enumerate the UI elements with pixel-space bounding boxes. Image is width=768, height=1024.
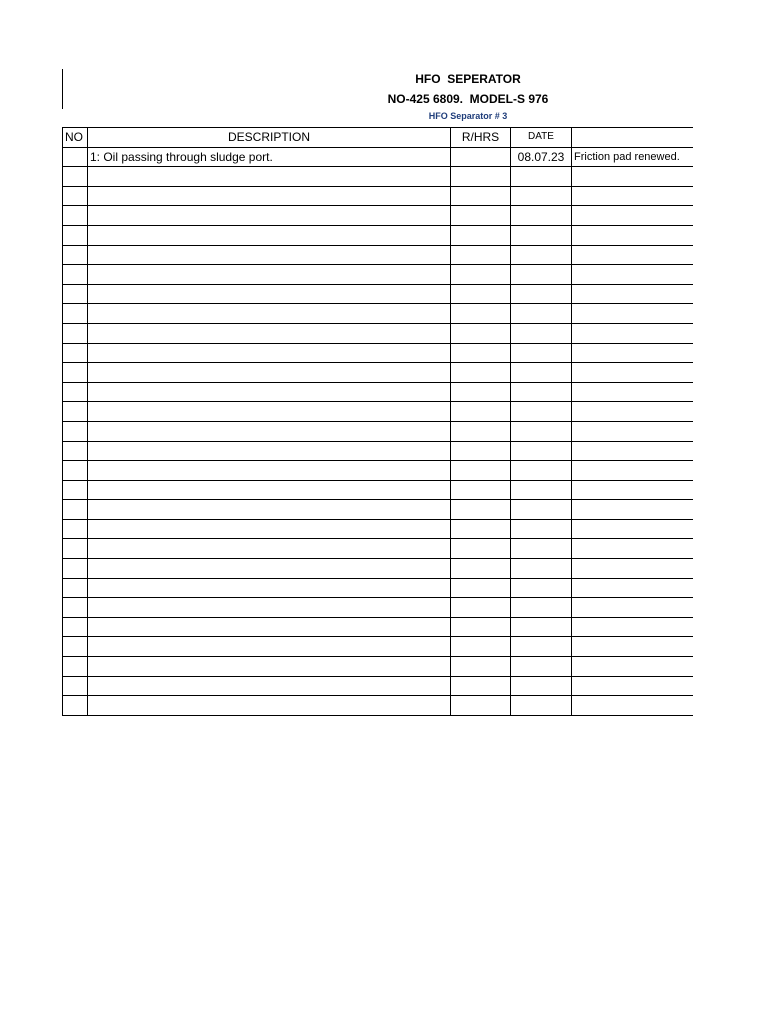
cell-rhrs <box>451 598 511 618</box>
cell-no <box>63 519 88 539</box>
cell-date <box>511 559 572 579</box>
cell-rhrs <box>451 461 511 481</box>
cell-no <box>63 323 88 343</box>
cell-description <box>88 225 451 245</box>
cell-description <box>88 539 451 559</box>
cell-rhrs <box>451 323 511 343</box>
table-row <box>63 539 693 559</box>
cell-no <box>63 480 88 500</box>
table-row <box>63 265 693 285</box>
cell-date <box>511 206 572 226</box>
cell-description <box>88 363 451 383</box>
cell-date: 08.07.23 <box>511 147 572 167</box>
cell-remarks <box>572 539 693 559</box>
cell-remarks <box>572 461 693 481</box>
cell-no <box>63 539 88 559</box>
cell-description <box>88 480 451 500</box>
cell-date <box>511 363 572 383</box>
cell-description <box>88 343 451 363</box>
table-row <box>63 617 693 637</box>
column-header-remarks <box>572 128 693 148</box>
document-title: HFO SEPERATOR <box>415 72 521 86</box>
cell-date <box>511 441 572 461</box>
cell-no <box>63 637 88 657</box>
table-row <box>63 343 693 363</box>
cell-no <box>63 441 88 461</box>
cell-remarks <box>572 598 693 618</box>
table-row <box>63 186 693 206</box>
cell-no <box>63 382 88 402</box>
cell-remarks <box>572 363 693 383</box>
cell-no <box>63 500 88 520</box>
cell-description <box>88 598 451 618</box>
cell-description <box>88 323 451 343</box>
cell-date <box>511 637 572 657</box>
cell-rhrs <box>451 480 511 500</box>
cell-date <box>511 245 572 265</box>
table-body <box>63 147 693 715</box>
table-row <box>63 480 693 500</box>
cell-rhrs <box>451 225 511 245</box>
table-row <box>63 225 693 245</box>
cell-date <box>511 225 572 245</box>
table-row <box>63 147 693 167</box>
table-row <box>63 421 693 441</box>
cell-no <box>63 206 88 226</box>
cell-description <box>88 382 451 402</box>
cell-date <box>511 382 572 402</box>
cell-description <box>88 304 451 324</box>
cell-date <box>511 696 572 716</box>
cell-rhrs <box>451 637 511 657</box>
cell-no <box>63 696 88 716</box>
table-row <box>63 676 693 696</box>
cell-description <box>88 206 451 226</box>
cell-rhrs <box>451 559 511 579</box>
cell-date <box>511 617 572 637</box>
cell-date <box>511 265 572 285</box>
table-row <box>63 461 693 481</box>
cell-description <box>88 637 451 657</box>
cell-remarks <box>572 323 693 343</box>
table-row <box>63 363 693 383</box>
column-header-rhrs: R/HRS <box>451 128 511 148</box>
cell-remarks <box>572 421 693 441</box>
cell-no <box>63 304 88 324</box>
cell-description <box>88 245 451 265</box>
cell-rhrs <box>451 186 511 206</box>
cell-remarks <box>572 265 693 285</box>
cell-rhrs <box>451 441 511 461</box>
cell-remarks <box>572 284 693 304</box>
column-header-description: DESCRIPTION <box>88 128 451 148</box>
cell-description <box>88 617 451 637</box>
cell-no <box>63 421 88 441</box>
cell-remarks <box>572 559 693 579</box>
cell-rhrs <box>451 578 511 598</box>
cell-remarks <box>572 245 693 265</box>
cell-rhrs <box>451 382 511 402</box>
cell-description <box>88 441 451 461</box>
maintenance-log-table <box>62 127 693 716</box>
table-row <box>63 657 693 677</box>
cell-rhrs <box>451 363 511 383</box>
cell-no <box>63 167 88 187</box>
cell-date <box>511 480 572 500</box>
cell-remarks <box>572 441 693 461</box>
cell-rhrs <box>451 696 511 716</box>
cell-no <box>63 363 88 383</box>
cell-description <box>88 265 451 285</box>
cell-remarks <box>572 167 693 187</box>
cell-rhrs <box>451 500 511 520</box>
cell-remarks <box>572 676 693 696</box>
table-row <box>63 206 693 226</box>
cell-rhrs <box>451 206 511 226</box>
cell-date <box>511 578 572 598</box>
cell-description <box>88 519 451 539</box>
table-header-row <box>63 128 693 148</box>
cell-date <box>511 598 572 618</box>
table-row <box>63 382 693 402</box>
cell-no <box>63 265 88 285</box>
table-row <box>63 696 693 716</box>
cell-no <box>63 578 88 598</box>
cell-description <box>88 500 451 520</box>
cell-date <box>511 167 572 187</box>
cell-rhrs <box>451 539 511 559</box>
cell-remarks <box>572 206 693 226</box>
table-row <box>63 578 693 598</box>
cell-no <box>63 598 88 618</box>
cell-date <box>511 461 572 481</box>
cell-remarks <box>572 382 693 402</box>
column-header-date: DATE <box>511 128 572 148</box>
cell-date <box>511 519 572 539</box>
table-row <box>63 637 693 657</box>
cell-remarks <box>572 637 693 657</box>
table-row <box>63 402 693 422</box>
table-row <box>63 441 693 461</box>
cell-date <box>511 421 572 441</box>
cell-remarks <box>572 578 693 598</box>
cell-rhrs <box>451 402 511 422</box>
cell-remarks <box>572 617 693 637</box>
cell-no <box>63 617 88 637</box>
cell-rhrs <box>451 519 511 539</box>
cell-date <box>511 343 572 363</box>
table-row <box>63 167 693 187</box>
cell-remarks <box>572 343 693 363</box>
table-row <box>63 304 693 324</box>
cell-remarks <box>572 519 693 539</box>
cell-date <box>511 539 572 559</box>
cell-rhrs <box>451 284 511 304</box>
cell-no <box>63 676 88 696</box>
cell-rhrs <box>451 676 511 696</box>
cell-date <box>511 304 572 324</box>
cell-date <box>511 402 572 422</box>
cell-no <box>63 245 88 265</box>
cell-description <box>88 676 451 696</box>
model-number: NO-425 6809. MODEL-S 976 <box>387 92 549 106</box>
table-row <box>63 284 693 304</box>
cell-description <box>88 167 451 187</box>
cell-rhrs <box>451 265 511 285</box>
cell-remarks <box>572 500 693 520</box>
cell-rhrs <box>451 167 511 187</box>
cell-date <box>511 676 572 696</box>
cell-remarks <box>572 402 693 422</box>
cell-remarks <box>572 225 693 245</box>
cell-no <box>63 225 88 245</box>
cell-remarks <box>572 186 693 206</box>
table-row <box>63 245 693 265</box>
cell-rhrs <box>451 657 511 677</box>
cell-date <box>511 186 572 206</box>
cell-no <box>63 343 88 363</box>
cell-remarks <box>572 696 693 716</box>
table-row <box>63 519 693 539</box>
cell-no <box>63 402 88 422</box>
cell-description <box>88 578 451 598</box>
cell-remarks <box>572 657 693 677</box>
cell-rhrs <box>451 421 511 441</box>
cell-rhrs <box>451 343 511 363</box>
table-row <box>63 500 693 520</box>
column-header-no: NO <box>63 128 88 148</box>
cell-description <box>88 657 451 677</box>
cell-remarks: Friction pad renewed. <box>572 147 693 167</box>
cell-description <box>88 284 451 304</box>
cell-description <box>88 186 451 206</box>
cell-description: 1: Oil passing through sludge port. <box>88 147 451 167</box>
cell-rhrs <box>451 617 511 637</box>
cell-date <box>511 284 572 304</box>
cell-rhrs <box>451 245 511 265</box>
cell-date <box>511 500 572 520</box>
cell-no <box>63 284 88 304</box>
table-row <box>63 559 693 579</box>
cell-remarks <box>572 480 693 500</box>
cell-description <box>88 421 451 441</box>
cell-no <box>63 147 88 167</box>
table-row <box>63 323 693 343</box>
cell-no <box>63 657 88 677</box>
cell-description <box>88 402 451 422</box>
table-row <box>63 598 693 618</box>
cell-remarks <box>572 304 693 324</box>
cell-date <box>511 323 572 343</box>
cell-no <box>63 461 88 481</box>
cell-no <box>63 186 88 206</box>
cell-description <box>88 696 451 716</box>
cell-rhrs <box>451 147 511 167</box>
cell-rhrs <box>451 304 511 324</box>
cell-date <box>511 657 572 677</box>
document-subtitle: HFO Separator # 3 <box>428 111 508 121</box>
cell-no <box>63 559 88 579</box>
cell-description <box>88 559 451 579</box>
cell-description <box>88 461 451 481</box>
